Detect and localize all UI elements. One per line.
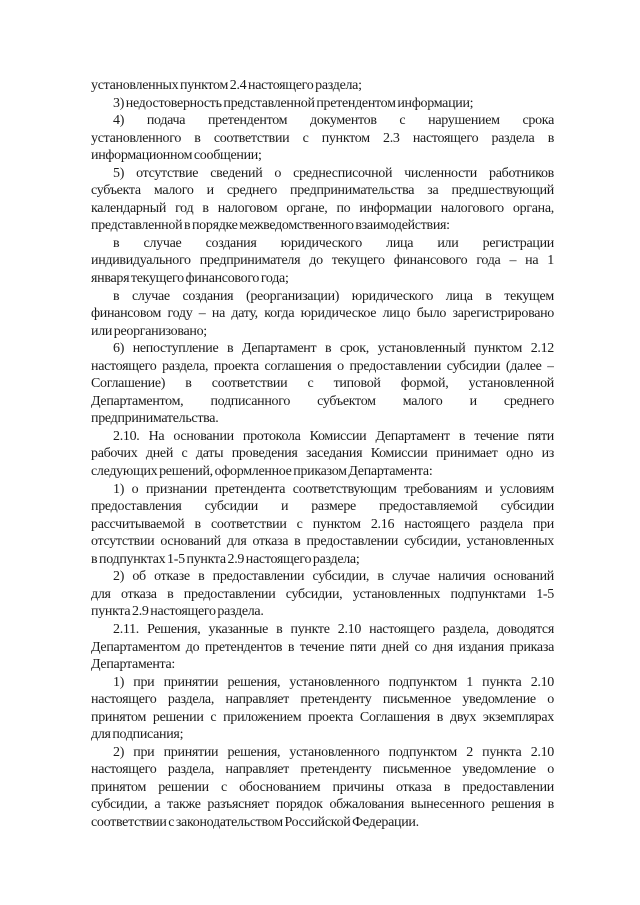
text-line: 6) непоступление в Департамент в срок, установленный пунктом 2.12 <box>113 341 554 357</box>
text-block <box>91 77 554 832</box>
text-line: Департамента: <box>91 657 176 673</box>
text-line: 2.10. На основании протокола Комиссии Департамент в течение пяти <box>113 428 554 444</box>
text-line: предпринимательства. <box>91 411 219 427</box>
text-line: Департаментом до претендентов в течение пяти дней со дня издания приказа <box>91 639 554 655</box>
text-line: 1) при принятии решения, установленного подпунктом 1 пункта 2.10 <box>113 674 554 690</box>
text-line: 5) отсутствие сведений о среднесписочной численности работников <box>113 165 554 181</box>
text-line: Соглашение) в соответствии с типовой формой, установленной <box>91 376 554 392</box>
text-line: 3) недостоверность представленной претендентом информации; <box>113 95 474 111</box>
text-line: настоящего раздела, направляет претенденту письменное уведомление о <box>91 762 554 778</box>
text-line: соответствии с законодательством Российской Федерации. <box>91 814 419 830</box>
text-line: в подпунктах 1-5 пункта 2.9 настоящего раздела; <box>91 551 360 567</box>
text-line: календарный год в налоговом органе, по информации налогового органа, <box>91 200 554 216</box>
text-line: для отказа в предоставлении субсидии, установленных подпунктами 1-5 <box>91 586 554 602</box>
text-line: индивидуального предпринимателя до текущего финансового года – на 1 <box>91 253 554 269</box>
text-line: отсутствии оснований для отказа в предоставлении субсидии, установленных <box>91 534 554 550</box>
text-line: установленных пунктом 2.4 настоящего раздела; <box>91 78 362 93</box>
text-line: настоящего раздела, направляет претенденту письменное уведомление о <box>91 692 554 708</box>
text-line: 2.11. Решения, указанные в пункте 2.10 настоящего раздела, доводятся <box>113 621 554 637</box>
text-line: рассчитываемой в соответствии с пунктом 2.16 настоящего раздела при <box>91 516 554 532</box>
text-line: установленного в соответствии с пунктом 2.3 настоящего раздела в <box>91 130 554 146</box>
text-line: принятом решении с приложением проекта Соглашения в двух экземплярах <box>91 709 554 725</box>
text-line: принятом решении с обоснованием причины отказа в предоставлении <box>91 779 554 795</box>
text-line: или реорганизовано; <box>91 323 207 339</box>
text-line: представленной в порядке межведомственного взаимодействия: <box>91 218 450 234</box>
text-line: в случае создания юридического лица или регистрации <box>113 235 554 251</box>
text-line: 2) об отказе в предоставлении субсидии, в случае наличия оснований <box>113 569 554 585</box>
text-line: предоставления субсидии и размере предоставляемой субсидии <box>91 499 554 515</box>
text-line: января текущего финансового года; <box>91 271 289 287</box>
text-line: 2) при принятии решения, установленного подпунктом 2 пункта 2.10 <box>113 744 554 760</box>
text-line: 4) подача претендентом документов с нарушением срока <box>113 113 554 129</box>
text-line: следующих решений, оформленное приказом Департамента: <box>91 464 433 480</box>
text-line: Департаментом, подписанного субъектом малого и среднего <box>91 393 554 409</box>
text-line: в случае создания (реорганизации) юридического лица в текущем <box>113 288 554 304</box>
text-line: настоящего раздела, проекта соглашения о предоставлении субсидии (далее – <box>91 358 554 374</box>
text-line: финансовом году – на дату, когда юридическое лицо было зарегистрировано <box>91 306 554 322</box>
text-line: для подписания; <box>91 727 184 743</box>
text-line: пункта 2.9 настоящего раздела. <box>91 604 264 620</box>
text-line: информационном сообщении; <box>91 148 262 164</box>
text-line: 1) о признании претендента соответствующим требованиям и условиям <box>113 481 554 497</box>
text-line: субсидии, а также разъясняет порядок обжалования вынесенного решения в <box>91 797 554 813</box>
text-line: субъекта малого и среднего предпринимательства за предшествующий <box>91 183 554 199</box>
text-line: рабочих дней с даты проведения заседания Комиссии принимает одно из <box>91 446 554 462</box>
